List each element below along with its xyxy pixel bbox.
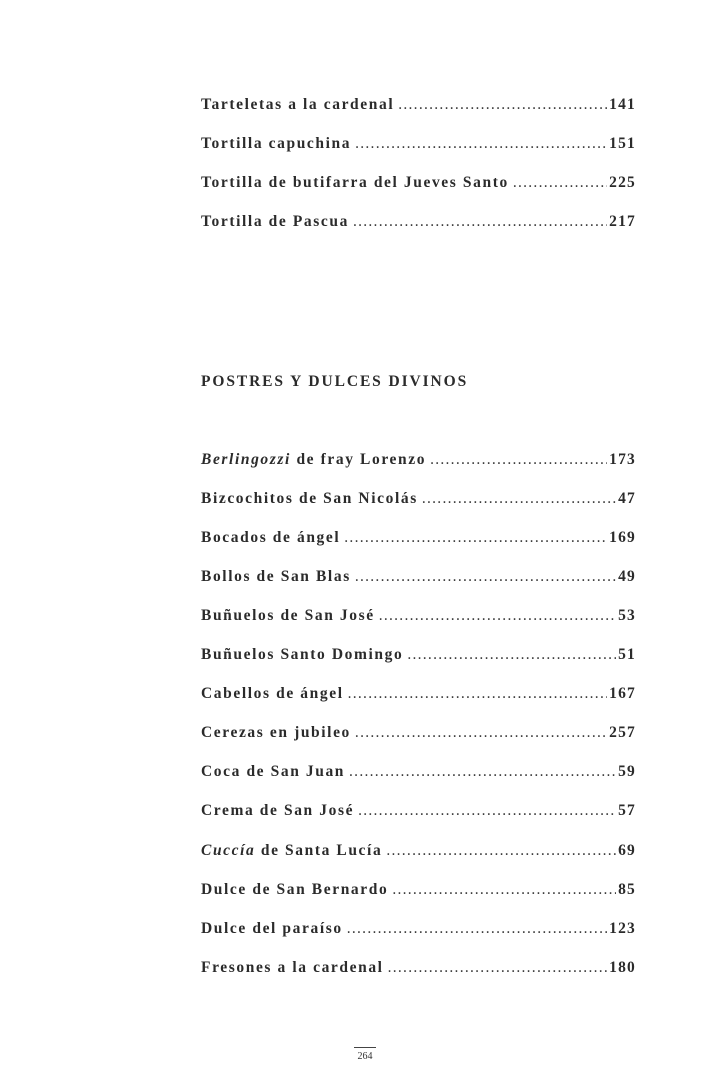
toc-entry — [201, 134, 636, 154]
entry-title: Tortilla capuchina — [201, 135, 352, 152]
toc-entry — [201, 528, 636, 548]
entry-title: Bocados de ángel — [201, 529, 341, 546]
toc-entry — [201, 684, 636, 704]
entry-title: Crema de San José — [201, 802, 355, 819]
dot-leader — [344, 528, 607, 548]
dot-leader — [355, 134, 607, 154]
toc-entry — [201, 489, 636, 509]
dot-leader — [407, 645, 616, 665]
entry-page: 49 — [618, 568, 636, 585]
entry-title: Dulce de San Bernardo — [201, 881, 389, 898]
entry-page: 173 — [609, 451, 636, 468]
dot-leader — [347, 919, 607, 939]
entry-title: Fresones a la cardenal — [201, 959, 384, 976]
toc-entry — [201, 801, 636, 821]
dot-leader — [422, 489, 616, 509]
toc-entry — [201, 919, 636, 939]
entry-title: Bizcochitos de San Nicolás — [201, 490, 418, 507]
entry-page: 257 — [609, 724, 636, 741]
dot-leader — [388, 958, 608, 978]
entry-title-rest: de Santa Lucía — [255, 842, 383, 859]
entry-title: Tortilla de Pascua — [201, 213, 349, 230]
entry-title — [201, 450, 426, 470]
dot-leader — [349, 762, 616, 782]
entry-title: Tortilla de butifarra del Jueves Santo — [201, 174, 509, 191]
entry-title: Coca de San Juan — [201, 763, 346, 780]
dot-leader — [355, 567, 616, 587]
dot-leader — [430, 450, 607, 470]
entry-page: 180 — [609, 959, 636, 976]
entry-page: 57 — [618, 802, 636, 819]
toc-entry — [201, 645, 636, 665]
entry-title: Cabellos de ángel — [201, 685, 344, 702]
toc-entry — [201, 723, 636, 743]
dot-leader — [355, 723, 607, 743]
entry-title-rest: de fray Lorenzo — [290, 451, 427, 468]
toc-entry — [201, 762, 636, 782]
entry-page: 217 — [609, 213, 636, 230]
entry-page: 47 — [618, 490, 636, 507]
dot-leader — [353, 212, 607, 232]
toc-entry — [201, 606, 636, 626]
entry-title: Cerezas en jubileo — [201, 724, 351, 741]
entry-title-italic: Cuccía — [201, 842, 256, 859]
dot-leader — [513, 173, 607, 193]
entry-page: 167 — [609, 685, 636, 702]
entry-page: 151 — [609, 135, 636, 152]
toc-entry — [201, 212, 636, 232]
entry-title: Buñuelos Santo Domingo — [201, 646, 404, 663]
toc-entry — [201, 567, 636, 587]
entry-page: 69 — [618, 842, 636, 859]
entry-page: 85 — [618, 881, 636, 898]
entry-page: 141 — [609, 96, 636, 113]
entry-page: 59 — [618, 763, 636, 780]
entry-page: 169 — [609, 529, 636, 546]
dot-leader — [386, 841, 616, 861]
entry-title — [201, 841, 382, 861]
entry-title: Tarteletas a la cardenal — [201, 96, 395, 113]
entry-page: 123 — [609, 920, 636, 937]
entry-page: 51 — [618, 646, 636, 663]
dot-leader — [348, 684, 608, 704]
toc-entry — [201, 450, 636, 470]
toc-entry — [201, 841, 636, 861]
entry-title: Dulce del paraíso — [201, 920, 343, 937]
toc-entry — [201, 95, 636, 115]
toc-entry — [201, 173, 636, 193]
dot-leader — [358, 801, 616, 821]
section-heading: POSTRES Y DULCES DIVINOS — [201, 373, 469, 390]
dot-leader — [398, 95, 607, 115]
entry-title-italic: Berlingozzi — [201, 451, 291, 468]
entry-title: Bollos de San Blas — [201, 568, 351, 585]
entry-page: 225 — [609, 174, 636, 191]
dot-leader — [379, 606, 616, 626]
toc-entry — [201, 880, 636, 900]
dot-leader — [392, 880, 616, 900]
entry-title: Buñuelos de San José — [201, 607, 375, 624]
toc-entry — [201, 958, 636, 978]
entry-page: 53 — [618, 607, 636, 624]
page-number: 264 — [354, 1047, 376, 1062]
